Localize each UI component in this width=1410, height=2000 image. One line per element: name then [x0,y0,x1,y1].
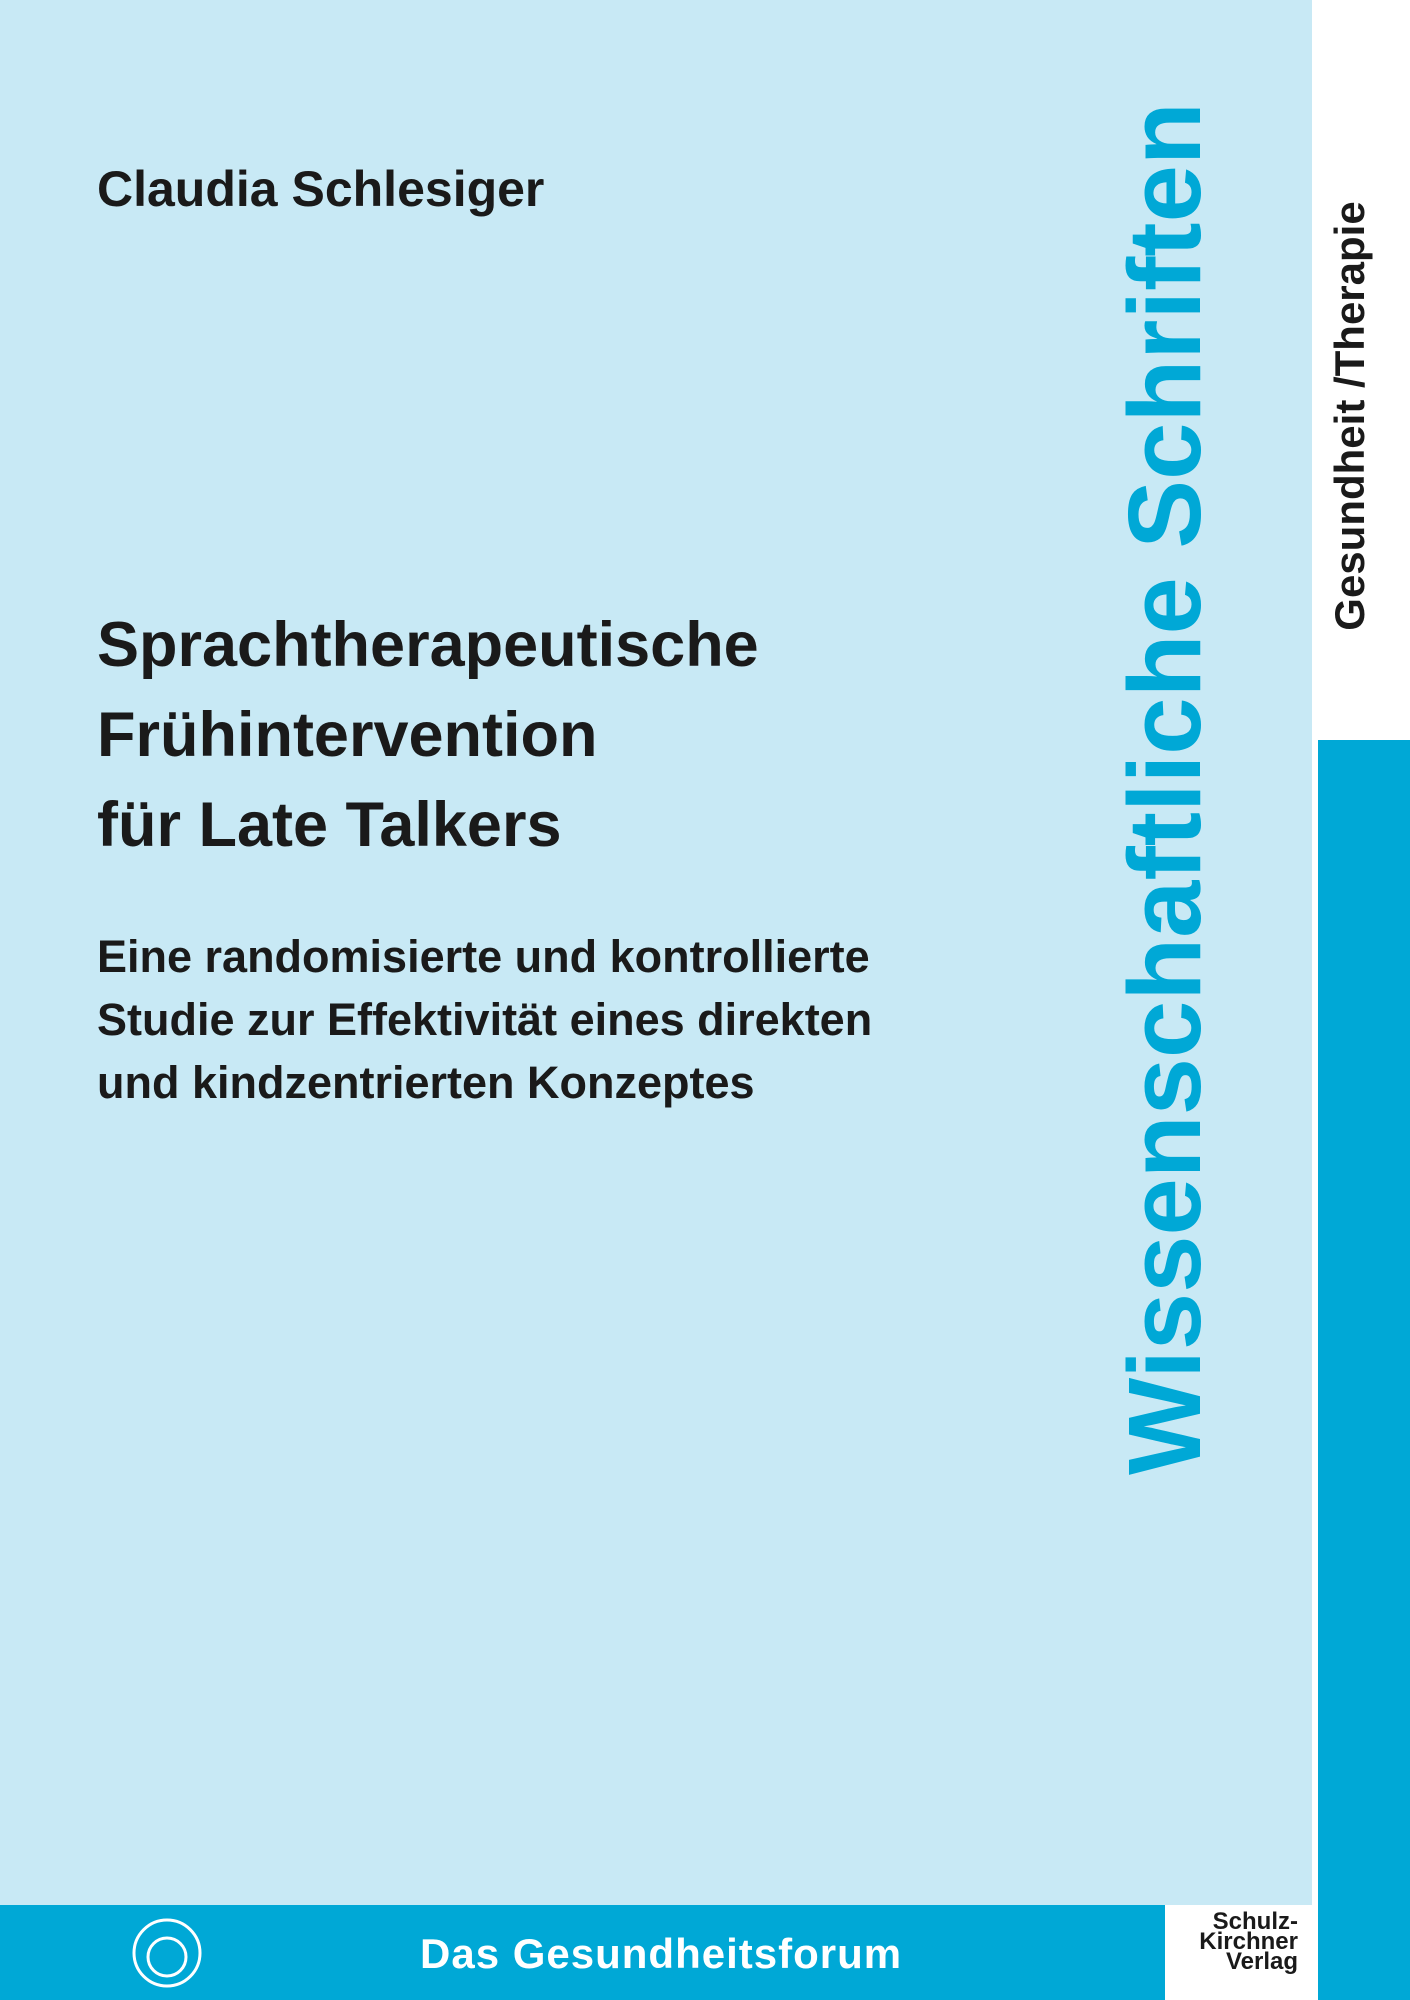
publisher-line: Verlag [1225,1948,1298,1975]
book-subtitle [97,925,1197,1114]
title-line: Frühintervention [97,700,598,770]
publisher-logo [1190,1908,1298,1975]
publisher-line: Kirchner [1199,1928,1298,1955]
spine-blue-stripe [1318,740,1410,2000]
author-name: Claudia Schlesiger [97,161,545,217]
title-line: für Late Talkers [97,790,562,860]
concentric-circles-icon [130,1916,204,1990]
footer-label: Das Gesundheitsforum [420,1930,903,1977]
subtitle-line: Eine randomisierte und kontrollierte [97,931,870,982]
publisher-line: Schulz- [1212,1908,1298,1935]
subtitle-line: Studie zur Effektivität eines direkten [97,994,873,1045]
series-title: Wissenschaftliche Schriften [1107,102,1222,1475]
series-category: Gesundheit /Therapie [1326,201,1373,631]
book-title [97,600,1197,870]
title-line: Sprachtherapeutische [97,610,759,680]
subtitle-line: und kindzentrierten Konzeptes [97,1057,755,1108]
